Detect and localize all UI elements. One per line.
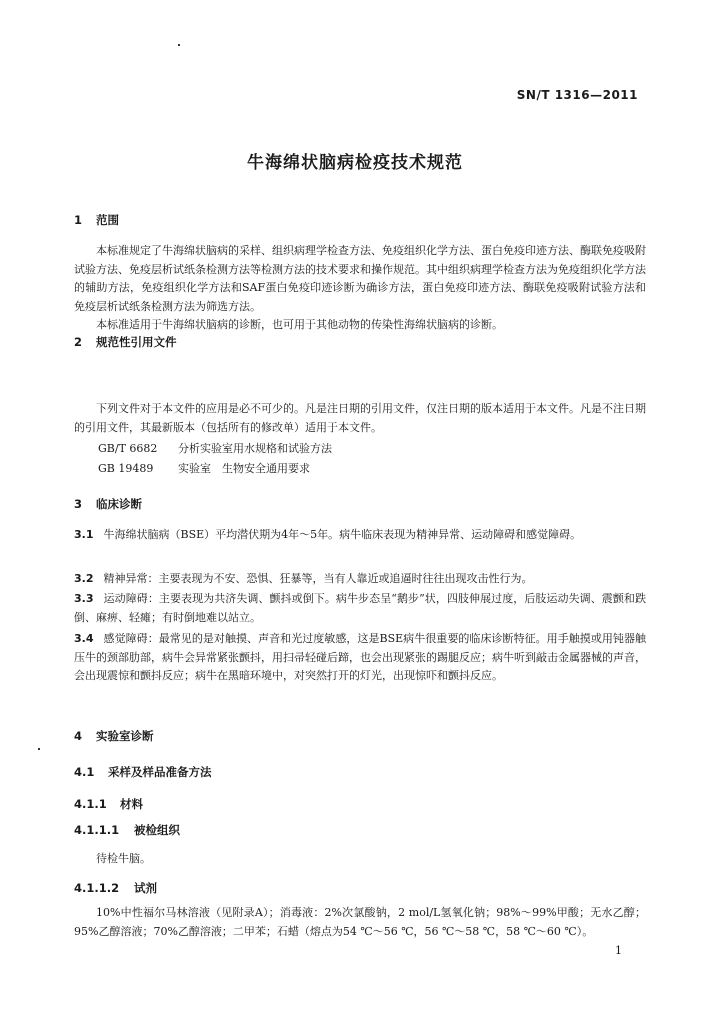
subsection-number: 4.1 [74,765,95,779]
reference-item [98,440,332,456]
section-title: 临床诊断 [96,497,142,511]
subsection-title: 被检组织 [134,823,180,837]
page-number: 1 [615,944,622,957]
section-title: 规范性引用文件 [96,335,177,349]
subsection-number: 4.1.1.2 [74,881,120,895]
section-body [74,904,646,941]
clause-number: 3.3 [74,592,94,605]
section-heading [74,728,154,744]
section-title: 实验室诊断 [96,729,154,743]
reference-item [98,460,310,476]
subsection-number: 4.1.1 [74,797,107,811]
clause-text: 牛海绵状脑病（BSE）平均潜伏期为4年～5年。病牛临床表现为精神异常、运动障碍和感觉障碍。 [103,528,582,541]
section-number: 2 [74,335,83,349]
section-title: 范围 [96,213,119,227]
subsection-heading [74,764,212,780]
section-heading [74,334,177,350]
document-code: SN/T 1316—2011 [516,88,638,102]
reference-title: 实验室 生物安全通用要求 [178,462,310,475]
paragraph: 本标准规定了牛海绵状脑病的采样、组织病理学检查方法、免疫组织化学方法、蛋白免疫印迹方法、酶联免疫吸附试验方法、免疫层析试纸条检测方法等检测方法的技术要求和操作规范。其中组织病理学检查方法为免疫组织化学方法的辅助方法，免疫组织化学方法和SAF蛋白免疫印迹诊断为确诊方法，蛋白免疫印迹方法、酶联免疫吸附试验方法和免疫层析试纸条检测方法为筛选方法。 [74,244,646,313]
clause-number: 3.4 [74,632,94,645]
subsection-title: 试剂 [134,881,157,895]
subsection-heading [74,822,180,838]
document-title: 牛海绵状脑病检疫技术规范 [247,153,463,173]
paragraph: 下列文件对于本文件的应用是必不可少的。凡是注日期的引用文件，仅注日期的版本适用于本文件。凡是不注日期的引用文件，其最新版本（包括所有的修改单）适用于本文件。 [74,402,646,434]
subsection-heading [74,796,143,812]
subsection-heading [74,880,157,896]
reference-code: GB 19489 [98,462,154,475]
clause-text: 运动障碍：主要表现为共济失调、颤抖或倒下。病牛步态呈“鹅步”状，四肢伸展过度，后肢运动失调、震颤和跌倒、麻痹、轻瘫；有时倒地难以站立。 [74,592,646,624]
reference-title: 分析实验室用水规格和试验方法 [178,442,332,455]
reference-code: GB/T 6682 [98,442,158,455]
section-heading [74,212,119,228]
subsection-number: 4.1.1.1 [74,823,120,837]
section-body [74,850,646,869]
subsection-title: 材料 [120,797,143,811]
scan-speck [178,44,180,46]
section-number: 3 [74,497,83,511]
paragraph: 待检牛脑。 [96,852,151,865]
clause-number: 3.2 [74,572,94,585]
clause-item [74,630,646,686]
clause-number: 3.1 [74,528,94,541]
scan-speck [38,748,40,750]
section-body [74,400,646,437]
paragraph: 10%中性福尔马林溶液（见附录A）；消毒液：2%次氯酸钠，2 mol/L氢氧化钠；98%～99%甲酸；无水乙醇；95%乙醇溶液；70%乙醇溶液；二甲苯；石蜡（熔点为54 ℃～56 ℃，56 ℃～58 ℃，58 ℃～60 ℃）。 [74,906,646,938]
clause-item [74,526,646,545]
subsection-title: 采样及样品准备方法 [108,765,212,779]
clause-item [74,590,646,627]
section-heading [74,496,142,512]
clause-text: 精神异常：主要表现为不安、恐惧、狂暴等，当有人靠近或追逼时往往出现攻击性行为。 [103,572,533,585]
section-number: 4 [74,729,83,743]
section-body [74,242,646,335]
paragraph: 本标准适用于牛海绵状脑病的诊断，也可用于其他动物的传染性海绵状脑病的诊断。 [96,318,503,331]
section-number: 1 [74,213,83,227]
clause-item [74,570,646,589]
clause-text: 感觉障碍：最常见的是对触摸、声音和光过度敏感，这是BSE病牛很重要的临床诊断特征。用手触摸或用钝器触压牛的颈部肋部，病牛会异常紧张颤抖，用扫帚轻碰后蹄，也会出现紧张的踢腿反应；病牛听到敲击金属器械的声音，会出现震惊和颤抖反应；病牛在黑暗环境中，对突然打开的灯光，出现惊吓和颤抖反应。 [74,632,646,682]
